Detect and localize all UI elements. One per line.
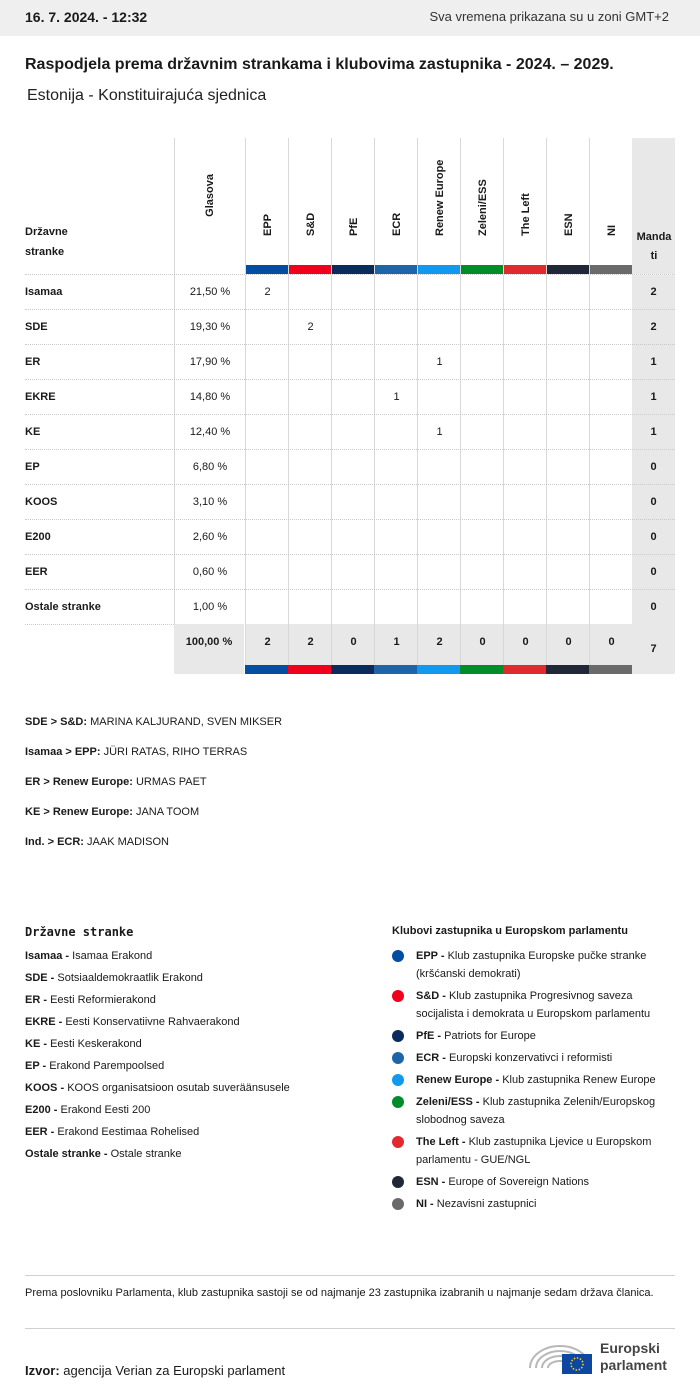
seat-cell bbox=[503, 380, 547, 415]
group-full-name: Klub zastupnika Zelenih/Europskog slobodnog saveza bbox=[416, 1096, 656, 1126]
seat-cell bbox=[589, 380, 633, 415]
party-full-name: Eesti Reformierakond bbox=[50, 994, 156, 1006]
group-total: 0 bbox=[589, 624, 633, 665]
party-legend-item bbox=[25, 1143, 365, 1165]
seat-cell bbox=[503, 275, 547, 310]
party-legend-item bbox=[25, 1055, 365, 1077]
group-color-dot-icon bbox=[392, 1030, 404, 1042]
group-legend bbox=[392, 925, 682, 1217]
party-abbr: KE - bbox=[25, 1038, 47, 1050]
source-line bbox=[25, 1363, 285, 1378]
seats-total: 0 bbox=[632, 555, 675, 590]
seat-cell bbox=[331, 380, 375, 415]
source-label: Izvor: bbox=[25, 1363, 60, 1378]
seat-cell bbox=[460, 450, 504, 485]
seat-cell bbox=[288, 275, 332, 310]
group-abbr: Renew Europe - bbox=[416, 1074, 500, 1086]
footnote: Prema poslovniku Parlamenta, klub zastupnika sastoji se od najmanje 23 zastupnika izabranih u najmanje sedam država članica. bbox=[25, 1287, 654, 1299]
group-color-bar bbox=[374, 665, 417, 674]
party-abbr: Ostale stranke - bbox=[25, 1148, 108, 1160]
seat-cell bbox=[460, 310, 504, 345]
party-full-name: Ostale stranke bbox=[110, 1148, 182, 1160]
seat-cell bbox=[374, 345, 418, 380]
group-total: 2 bbox=[245, 624, 289, 665]
group-full-name: Patriots for Europe bbox=[444, 1030, 536, 1042]
seat-cell bbox=[245, 590, 289, 625]
seat-cell bbox=[546, 520, 590, 555]
seat-cell bbox=[503, 485, 547, 520]
seat-cell bbox=[460, 275, 504, 310]
member-entry bbox=[25, 713, 282, 743]
page-title: Raspodjela prema državnim strankama i klubovima zastupnika - 2024. – 2029. bbox=[25, 56, 614, 73]
seat-cell bbox=[503, 345, 547, 380]
seat-cell bbox=[546, 345, 590, 380]
seat-cell bbox=[288, 520, 332, 555]
group-legend-item bbox=[392, 1071, 682, 1089]
seat-cell bbox=[374, 520, 418, 555]
party-name: SDE bbox=[25, 321, 48, 333]
seat-cell bbox=[460, 555, 504, 590]
seat-cell bbox=[460, 345, 504, 380]
member-affiliation: Ind. > ECR: bbox=[25, 836, 84, 848]
seat-cell bbox=[546, 275, 590, 310]
group-full-name: Klub zastupnika Progresivnog saveza socijalista i demokrata u Europskom parlamentu bbox=[416, 990, 651, 1020]
party-full-name: Eesti Konservatiivne Rahvaerakond bbox=[65, 1016, 240, 1028]
hemicycle-icon bbox=[528, 1338, 594, 1374]
party-legend bbox=[25, 925, 365, 1165]
seat-cell: 2 bbox=[245, 275, 289, 310]
group-column-header bbox=[546, 138, 590, 274]
seats-total: 0 bbox=[632, 450, 675, 485]
group-header-label: NI bbox=[605, 225, 618, 236]
party-legend-item bbox=[25, 1121, 365, 1143]
seat-cell bbox=[331, 590, 375, 625]
seat-cell bbox=[245, 555, 289, 590]
party-abbr: EP - bbox=[25, 1060, 47, 1072]
seat-cell bbox=[331, 450, 375, 485]
seat-cell bbox=[417, 380, 461, 415]
seats-header-label: Manda ti bbox=[636, 231, 672, 262]
member-entry bbox=[25, 833, 282, 863]
seat-cell bbox=[503, 555, 547, 590]
vote-share: 19,30 % bbox=[174, 310, 245, 345]
party-abbr: SDE - bbox=[25, 972, 55, 984]
seat-cell bbox=[374, 310, 418, 345]
group-total: 0 bbox=[503, 624, 547, 665]
group-color-bar bbox=[546, 665, 589, 674]
votes-column-header bbox=[174, 138, 245, 274]
table-row bbox=[25, 589, 675, 625]
member-entry bbox=[25, 773, 282, 803]
group-color-bar bbox=[289, 265, 332, 274]
seats-total: 1 bbox=[632, 380, 675, 415]
logo-line-1: Europski bbox=[600, 1340, 660, 1356]
group-column-header bbox=[331, 138, 375, 274]
total-seats: 7 bbox=[632, 624, 675, 674]
group-color-dot-icon bbox=[392, 990, 404, 1002]
seats-total: 0 bbox=[632, 520, 675, 555]
party-name: Isamaa bbox=[25, 286, 63, 298]
group-color-bar bbox=[589, 665, 632, 674]
seat-cell bbox=[460, 590, 504, 625]
group-color-dot-icon bbox=[392, 1096, 404, 1108]
vote-share: 1,00 % bbox=[174, 590, 245, 625]
party-full-name: Erakond Parempoolsed bbox=[49, 1060, 165, 1072]
seat-cell bbox=[503, 590, 547, 625]
group-total: 1 bbox=[374, 624, 418, 665]
logo-line-2: parlament bbox=[600, 1357, 667, 1373]
seat-cell bbox=[331, 520, 375, 555]
seat-cell bbox=[546, 450, 590, 485]
seats-total: 2 bbox=[632, 310, 675, 345]
table-row bbox=[25, 449, 675, 485]
table-row bbox=[25, 554, 675, 590]
group-column-header bbox=[503, 138, 547, 274]
seat-cell bbox=[460, 520, 504, 555]
seats-column-header bbox=[632, 138, 675, 274]
group-color-dot-icon bbox=[392, 1198, 404, 1210]
vote-share: 12,40 % bbox=[174, 415, 245, 450]
group-legend-item bbox=[392, 947, 682, 983]
page-subtitle: Estonija - Konstituirajuća sjednica bbox=[27, 87, 267, 104]
group-abbr: ECR - bbox=[416, 1052, 446, 1064]
timestamp: 16. 7. 2024. - 12:32 bbox=[25, 9, 148, 25]
seat-cell bbox=[503, 415, 547, 450]
group-column-header bbox=[417, 138, 461, 274]
seat-cell bbox=[546, 380, 590, 415]
table-row bbox=[25, 274, 675, 310]
party-name: E200 bbox=[25, 531, 51, 543]
seat-cell bbox=[589, 275, 633, 310]
seat-cell bbox=[288, 450, 332, 485]
seat-cell bbox=[417, 485, 461, 520]
seat-cell bbox=[503, 520, 547, 555]
seat-cell bbox=[460, 485, 504, 520]
party-legend-item bbox=[25, 1099, 365, 1121]
party-abbr: ER - bbox=[25, 994, 47, 1006]
group-total: 0 bbox=[331, 624, 375, 665]
seat-cell bbox=[374, 450, 418, 485]
seat-cell bbox=[331, 555, 375, 590]
party-name: Ostale stranke bbox=[25, 601, 101, 613]
votes-header-label: Glasova bbox=[204, 174, 216, 217]
seat-cell bbox=[460, 380, 504, 415]
total-percent: 100,00 % bbox=[174, 624, 244, 674]
group-color-bar bbox=[460, 665, 503, 674]
member-names: JANA TOOM bbox=[135, 806, 200, 818]
group-color-dot-icon bbox=[392, 1136, 404, 1148]
seat-cell bbox=[374, 275, 418, 310]
seat-cell bbox=[589, 345, 633, 380]
group-total: 2 bbox=[288, 624, 332, 665]
group-header-label: S&D bbox=[304, 212, 317, 236]
party-legend-item bbox=[25, 1077, 365, 1099]
seat-cell bbox=[417, 555, 461, 590]
seats-total: 0 bbox=[632, 485, 675, 520]
group-header-label: PfE bbox=[347, 217, 360, 236]
seat-cell bbox=[331, 415, 375, 450]
seat-cell bbox=[288, 555, 332, 590]
group-column-header bbox=[374, 138, 418, 274]
seats-total: 1 bbox=[632, 415, 675, 450]
group-abbr: PfE - bbox=[416, 1030, 442, 1042]
group-color-dot-icon bbox=[392, 1074, 404, 1086]
seats-total: 1 bbox=[632, 345, 675, 380]
group-color-bar bbox=[503, 665, 546, 674]
table-row bbox=[25, 344, 675, 380]
seat-cell bbox=[245, 520, 289, 555]
group-legend-item bbox=[392, 1133, 682, 1169]
seats-total: 2 bbox=[632, 275, 675, 310]
seat-cell bbox=[503, 310, 547, 345]
seat-cell: 1 bbox=[417, 345, 461, 380]
seat-cell bbox=[288, 485, 332, 520]
seat-cell bbox=[245, 450, 289, 485]
party-full-name: Isamaa Erakond bbox=[72, 950, 153, 962]
group-total: 0 bbox=[460, 624, 504, 665]
seat-cell bbox=[331, 345, 375, 380]
group-color-bar bbox=[246, 265, 289, 274]
table-row bbox=[25, 519, 675, 555]
group-full-name: Europski konzervativci i reformisti bbox=[449, 1052, 613, 1064]
seat-cell: 2 bbox=[288, 310, 332, 345]
seat-cell bbox=[288, 590, 332, 625]
table-row bbox=[25, 309, 675, 345]
seat-cell bbox=[245, 345, 289, 380]
group-abbr: EPP - bbox=[416, 950, 445, 962]
member-names: MARINA KALJURAND, SVEN MIKSER bbox=[90, 716, 283, 728]
group-color-bar bbox=[461, 265, 504, 274]
party-abbr: EER - bbox=[25, 1126, 55, 1138]
group-color-bar bbox=[504, 265, 547, 274]
member-affiliation: SDE > S&D: bbox=[25, 716, 88, 728]
vote-share: 14,80 % bbox=[174, 380, 245, 415]
seat-cell bbox=[331, 310, 375, 345]
seat-cell bbox=[374, 485, 418, 520]
vote-share: 6,80 % bbox=[174, 450, 245, 485]
seat-cell: 1 bbox=[374, 380, 418, 415]
party-name: KE bbox=[25, 426, 41, 438]
seat-cell bbox=[546, 485, 590, 520]
party-abbr: Isamaa - bbox=[25, 950, 70, 962]
party-full-name: Erakond Eesti 200 bbox=[60, 1104, 151, 1116]
top-bar bbox=[0, 0, 700, 36]
divider bbox=[25, 1328, 675, 1329]
vote-share: 3,10 % bbox=[174, 485, 245, 520]
group-color-bar bbox=[332, 265, 375, 274]
divider bbox=[25, 1275, 675, 1276]
seat-cell bbox=[417, 275, 461, 310]
source-text: agencija Verian za Europski parlament bbox=[63, 1363, 286, 1378]
party-full-name: Sotsiaaldemokraatlik Erakond bbox=[57, 972, 203, 984]
group-color-dot-icon bbox=[392, 950, 404, 962]
group-column-header bbox=[245, 138, 289, 274]
party-legend-item bbox=[25, 989, 365, 1011]
group-full-name: Nezavisni zastupnici bbox=[436, 1198, 537, 1210]
group-total: 0 bbox=[546, 624, 590, 665]
party-name: KOOS bbox=[25, 496, 58, 508]
member-names: JAAK MADISON bbox=[87, 836, 169, 848]
party-name: EKRE bbox=[25, 391, 56, 403]
seat-cell bbox=[331, 485, 375, 520]
group-column-header bbox=[589, 138, 633, 274]
seat-cell bbox=[374, 590, 418, 625]
seat-cell bbox=[374, 415, 418, 450]
seat-cell bbox=[245, 415, 289, 450]
group-header-label: The Left bbox=[519, 193, 532, 236]
seats-total: 0 bbox=[632, 590, 675, 625]
party-full-name: KOOS organisatsioon osutab suveräänsusele bbox=[67, 1082, 290, 1094]
vote-share: 2,60 % bbox=[174, 520, 245, 555]
group-full-name: Klub zastupnika Europske pučke stranke (kršćanski demokrati) bbox=[416, 950, 647, 980]
elected-members-list bbox=[25, 713, 282, 863]
european-parliament-logo-icon bbox=[528, 1338, 678, 1378]
vote-share: 17,90 % bbox=[174, 345, 245, 380]
seat-cell bbox=[417, 520, 461, 555]
seat-cell bbox=[417, 310, 461, 345]
member-affiliation: Isamaa > EPP: bbox=[25, 746, 101, 758]
seat-cell bbox=[288, 415, 332, 450]
seat-cell bbox=[331, 275, 375, 310]
seat-cell bbox=[417, 450, 461, 485]
member-affiliation: ER > Renew Europe: bbox=[25, 776, 133, 788]
seat-cell bbox=[589, 485, 633, 520]
group-full-name: Europe of Sovereign Nations bbox=[448, 1176, 590, 1188]
group-color-bar bbox=[590, 265, 633, 274]
group-header-label: EPP bbox=[261, 213, 274, 236]
member-entry bbox=[25, 803, 282, 833]
seat-cell bbox=[417, 590, 461, 625]
party-legend-item bbox=[25, 1033, 365, 1055]
group-abbr: ESN - bbox=[416, 1176, 446, 1188]
seat-cell bbox=[589, 310, 633, 345]
group-abbr: NI - bbox=[416, 1198, 434, 1210]
seat-cell bbox=[374, 555, 418, 590]
seat-cell bbox=[503, 450, 547, 485]
vote-share: 21,50 % bbox=[174, 275, 245, 310]
group-color-bar bbox=[417, 665, 460, 674]
group-column-header bbox=[288, 138, 332, 274]
group-abbr: The Left - bbox=[416, 1136, 466, 1148]
party-abbr: KOOS - bbox=[25, 1082, 65, 1094]
party-name: EP bbox=[25, 461, 40, 473]
party-legend-item bbox=[25, 1011, 365, 1033]
party-abbr: E200 - bbox=[25, 1104, 58, 1116]
seat-cell bbox=[589, 520, 633, 555]
seat-cell bbox=[546, 415, 590, 450]
party-full-name: Erakond Eestimaa Rohelised bbox=[57, 1126, 200, 1138]
seat-cell bbox=[288, 345, 332, 380]
seat-cell bbox=[546, 555, 590, 590]
group-header-label: Renew Europe bbox=[433, 159, 446, 236]
group-color-dot-icon bbox=[392, 1052, 404, 1064]
group-color-bar bbox=[331, 665, 374, 674]
totals-row bbox=[25, 624, 675, 674]
party-legend-item bbox=[25, 945, 365, 967]
table-row bbox=[25, 379, 675, 415]
vote-share: 0,60 % bbox=[174, 555, 245, 590]
seat-cell bbox=[288, 380, 332, 415]
group-column-header bbox=[460, 138, 504, 274]
group-legend-item bbox=[392, 1027, 682, 1045]
group-color-bar bbox=[288, 665, 331, 674]
party-name: EER bbox=[25, 566, 48, 578]
party-column-header: Državne stranke bbox=[25, 226, 68, 258]
group-header-label: ESN bbox=[562, 213, 575, 236]
group-color-dot-icon bbox=[392, 1176, 404, 1188]
group-full-name: Klub zastupnika Ljevice u Europskom parlamentu - GUE/NGL bbox=[416, 1136, 652, 1166]
seat-cell bbox=[589, 590, 633, 625]
seat-cell bbox=[546, 590, 590, 625]
seat-cell bbox=[589, 450, 633, 485]
member-entry bbox=[25, 743, 282, 773]
table-row bbox=[25, 414, 675, 450]
timezone-note: Sva vremena prikazana su u zoni GMT+2 bbox=[429, 9, 669, 24]
group-color-bar bbox=[375, 265, 418, 274]
group-abbr: S&D - bbox=[416, 990, 446, 1002]
group-legend-item bbox=[392, 987, 682, 1023]
party-name: ER bbox=[25, 356, 41, 368]
party-legend-item bbox=[25, 967, 365, 989]
group-legend-item bbox=[392, 1195, 682, 1213]
group-full-name: Klub zastupnika Renew Europe bbox=[502, 1074, 656, 1086]
group-header-label: ECR bbox=[390, 212, 403, 236]
group-header-label: Zeleni/ESS bbox=[476, 179, 489, 236]
group-color-bar bbox=[245, 665, 288, 674]
party-full-name: Eesti Keskerakond bbox=[50, 1038, 142, 1050]
member-affiliation: KE > Renew Europe: bbox=[25, 806, 133, 818]
member-names: URMAS PAET bbox=[135, 776, 207, 788]
seat-cell bbox=[460, 415, 504, 450]
party-legend-title: Državne stranke bbox=[25, 925, 134, 939]
table-row bbox=[25, 484, 675, 520]
seat-cell bbox=[245, 310, 289, 345]
group-color-bar bbox=[418, 265, 461, 274]
group-legend-title: Klubovi zastupnika u Europskom parlamentu bbox=[392, 925, 628, 937]
group-legend-item bbox=[392, 1049, 682, 1067]
group-color-bar bbox=[547, 265, 590, 274]
seat-cell bbox=[245, 485, 289, 520]
member-names: JÜRI RATAS, RIHO TERRAS bbox=[103, 746, 248, 758]
group-abbr: Zeleni/ESS - bbox=[416, 1096, 480, 1108]
seat-cell bbox=[245, 380, 289, 415]
seat-cell bbox=[589, 415, 633, 450]
seat-cell: 1 bbox=[417, 415, 461, 450]
seat-cell bbox=[546, 310, 590, 345]
group-legend-item bbox=[392, 1093, 682, 1129]
group-legend-item bbox=[392, 1173, 682, 1191]
party-abbr: EKRE - bbox=[25, 1016, 63, 1028]
group-total: 2 bbox=[417, 624, 461, 665]
seat-cell bbox=[589, 555, 633, 590]
